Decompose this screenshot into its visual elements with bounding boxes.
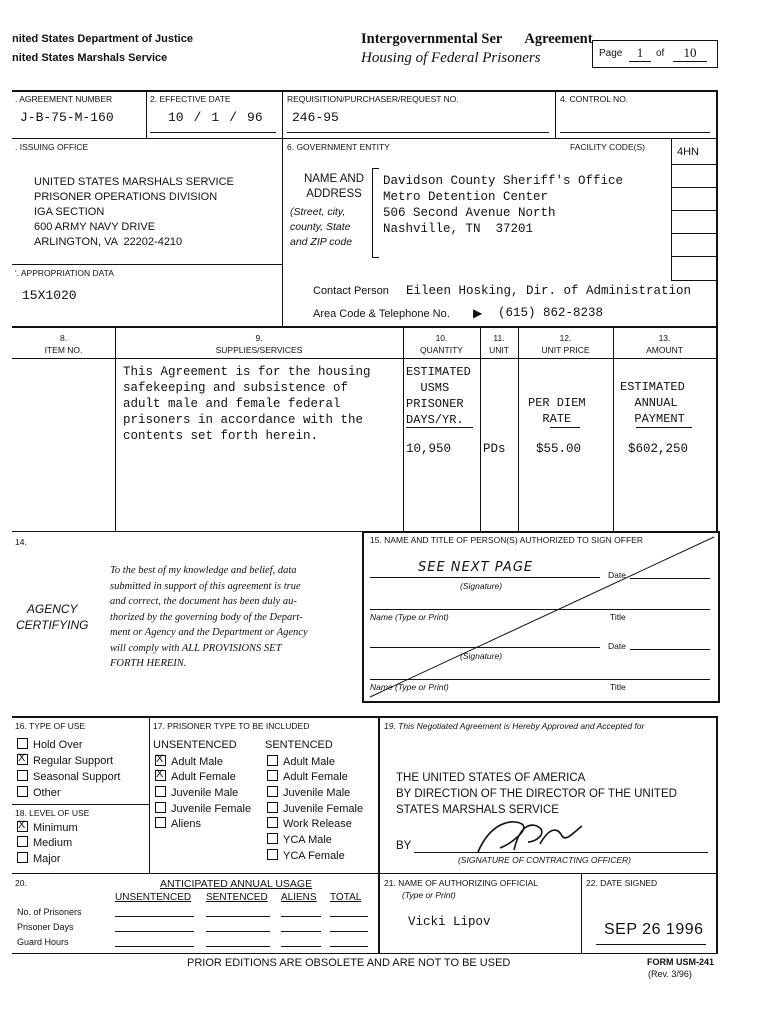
- form-title: Intergovernmental Ser Agreement: [361, 31, 593, 47]
- unsentenced-adult-male[interactable]: XAdult Male: [155, 755, 223, 768]
- by-label: BY: [396, 840, 412, 852]
- type-seasonal-support[interactable]: Seasonal Support: [17, 770, 120, 783]
- sentenced-yca-female[interactable]: YCA Female: [267, 849, 345, 862]
- level-of-use-label: 18. LEVEL OF USE: [15, 808, 90, 818]
- facility-code: 4HN: [677, 146, 700, 158]
- government-entity-label: 6. GOVERNMENT ENTITY: [287, 142, 390, 152]
- item-no-header: ITEM NO.: [44, 345, 83, 355]
- contracting-officer-signature-label: (SIGNATURE OF CONTRACTING OFFICER): [458, 855, 631, 865]
- contact-person-label: Contact Person: [313, 285, 389, 297]
- supplies-services-header: SUPPLIES/SERVICES: [215, 345, 303, 355]
- form-number: FORM USM-241: [647, 957, 715, 967]
- quantity-header: QUANTITY: [420, 345, 463, 355]
- control-number-label: 4. CONTROL NO.: [560, 94, 629, 104]
- appropriation-label: '. APPROPRIATION DATA: [15, 268, 114, 278]
- unit-header: UNIT: [489, 345, 509, 355]
- sentenced-juvenile-female[interactable]: Juvenile Female: [267, 802, 363, 815]
- amount-value: $602,250: [628, 442, 689, 456]
- approval-label: 19. This Negotiated Agreement is Hereby Approved and Accepted for: [384, 721, 645, 731]
- usage-row-prisoner-days: Prisoner Days: [17, 922, 74, 932]
- usage-title: ANTICIPATED ANNUAL USAGE: [160, 878, 313, 890]
- quantity-caption: ESTIMATED USMS PRISONER DAYS/YR.: [406, 365, 471, 427]
- sentenced-adult-male[interactable]: Adult Male: [267, 755, 335, 768]
- page-total: 10: [673, 45, 707, 62]
- unsentenced-heading: UNSENTENCED: [153, 739, 237, 751]
- level-medium[interactable]: Medium: [17, 836, 72, 849]
- title-label-1: Title: [610, 612, 626, 622]
- name-label-1: Name (Type or Print): [370, 612, 449, 622]
- signature-label-2: (Signature): [460, 651, 503, 661]
- level-minimum[interactable]: XMinimum: [17, 821, 78, 834]
- facility-code-label: FACILITY CODE(S): [570, 142, 645, 152]
- approval-text: THE UNITED STATES OF AMERICA BY DIRECTION OF THE DIRECTOR OF THE UNITED STATES MARSHALS SERVICE: [396, 772, 677, 816]
- page-counter-box: Page 1 of 10: [592, 40, 718, 68]
- cross-out-line: [362, 531, 716, 699]
- department-name: nited States Department of Justice: [12, 33, 193, 45]
- unit-price-caption: PER DIEM RATE: [528, 396, 586, 426]
- services-description: This Agreement is for the housing safekeeping and subsistence of adult male and female federal prisoners in accordance with the contents set forth herein.: [123, 365, 371, 443]
- effective-date: 10 / 1 / 96: [168, 110, 263, 125]
- date-signed-label: 22. DATE SIGNED: [586, 878, 658, 888]
- page-number: 1: [629, 45, 651, 62]
- type-hold-over[interactable]: Hold Over: [17, 738, 83, 751]
- unit-value: PDs: [483, 442, 506, 456]
- date-label-1: Date: [608, 570, 626, 580]
- unit-price-value: $55.00: [536, 442, 582, 456]
- address-bracket: [372, 168, 379, 258]
- government-entity-address: Davidson County Sheriff's Office Metro Detention Center 506 Second Avenue North Nashville, TN 37201: [383, 174, 624, 236]
- sentenced-work-release[interactable]: Work Release: [267, 817, 352, 830]
- unsentenced-juvenile-male[interactable]: Juvenile Male: [155, 786, 238, 799]
- arrow-right-icon: ▶: [473, 306, 483, 320]
- phone-number: (615) 862-8238: [498, 306, 604, 320]
- unsentenced-juvenile-female[interactable]: Juvenile Female: [155, 802, 251, 815]
- form-revision: (Rev. 3/96): [648, 969, 692, 979]
- name-address-label: NAME AND ADDRESS: [303, 173, 365, 200]
- usage-row-prisoners: No. of Prisoners: [17, 907, 82, 917]
- agreement-number: J-B-75-M-160: [20, 110, 114, 125]
- authorizing-official-name: Vicki Lipov: [408, 915, 491, 929]
- sentenced-yca-male[interactable]: YCA Male: [267, 833, 332, 846]
- contracting-officer-signature: [470, 814, 590, 860]
- sentenced-heading: SENTENCED: [265, 739, 333, 751]
- date-label-2: Date: [608, 641, 626, 651]
- level-major[interactable]: Major: [17, 852, 61, 865]
- quantity-value: 10,950: [406, 442, 452, 456]
- appropriation-value: 15X1020: [22, 288, 77, 303]
- usage-row-guard-hours: Guard Hours: [17, 937, 69, 947]
- prisoner-type-label: 17. PRISONER TYPE TO BE INCLUDED: [153, 721, 310, 731]
- issuing-office-label: . ISSUING OFFICE: [15, 142, 89, 152]
- certifying-number: 14.: [15, 537, 27, 547]
- certification-text: To the best of my knowledge and belief, data submitted in support of this agreement is true and correct, the document has been duly au- thorized by the governing body of the Depart- ment or Agency and the Department or Agency will comply with ALL PROVISIONS SET FORTH HEREIN.: [110, 565, 308, 669]
- authorizing-official-label: 21. NAME OF AUTHORIZING OFFICIAL: [384, 878, 538, 888]
- unsentenced-adult-female[interactable]: XAdult Female: [155, 770, 236, 783]
- effective-date-label: 2. EFFECTIVE DATE: [150, 94, 231, 104]
- name-address-hint: (Street, city, county, State and ZIP code: [290, 206, 353, 248]
- usage-col-total: TOTAL: [330, 892, 362, 903]
- sentenced-adult-female[interactable]: Adult Female: [267, 770, 348, 783]
- amount-header: AMOUNT: [646, 345, 683, 355]
- issuing-office-address: UNITED STATES MARSHALS SERVICE PRISONER OPERATIONS DIVISION IGA SECTION 600 ARMY NAVY DRIVE ARLINGTON, VA 22202-4210: [34, 176, 234, 248]
- contact-person: Eileen Hosking, Dir. of Administration: [406, 284, 692, 298]
- amount-caption: ESTIMATED ANNUAL PAYMENT: [620, 380, 685, 426]
- obsolete-note: PRIOR EDITIONS ARE OBSOLETE AND ARE NOT TO BE USED: [187, 957, 511, 969]
- form-subtitle: Housing of Federal Prisoners: [361, 50, 541, 66]
- usage-number: 20.: [15, 878, 27, 888]
- requisition-number: 246-95: [292, 110, 339, 125]
- date-signed-value: SEP 26 1996: [604, 921, 704, 938]
- usage-col-aliens: ALIENS: [281, 892, 317, 903]
- unsentenced-aliens[interactable]: Aliens: [155, 817, 201, 830]
- usage-col-sentenced: SENTENCED: [206, 892, 268, 903]
- type-of-use-label: 16. TYPE OF USE: [15, 721, 86, 731]
- agency-certifying: AGENCY CERTIFYING: [16, 602, 89, 632]
- authorizing-official-hint: (Type or Print): [402, 890, 456, 900]
- usage-col-unsentenced: UNSENTENCED: [115, 892, 192, 903]
- agency-name: nited States Marshals Service: [12, 52, 168, 64]
- authorized-signer-label: 15. NAME AND TITLE OF PERSON(S) AUTHORIZED TO SIGN OFFER: [370, 535, 643, 545]
- agreement-number-label: . AGREEMENT NUMBER: [15, 94, 113, 104]
- signature-label-1: (Signature): [460, 581, 503, 591]
- requisition-label: REQUISITION/PURCHASER/REQUEST NO.: [287, 94, 459, 104]
- type-regular-support[interactable]: XRegular Support: [17, 754, 113, 767]
- sentenced-juvenile-male[interactable]: Juvenile Male: [267, 786, 350, 799]
- name-label-2: Name (Type or Print): [370, 682, 449, 692]
- unit-price-header: UNIT PRICE: [541, 345, 590, 355]
- type-other[interactable]: Other: [17, 786, 61, 799]
- see-next-page-handwriting: SEE NEXT PAGE: [418, 560, 534, 575]
- phone-label: Area Code & Telephone No.: [313, 308, 450, 320]
- title-label-2: Title: [610, 682, 626, 692]
